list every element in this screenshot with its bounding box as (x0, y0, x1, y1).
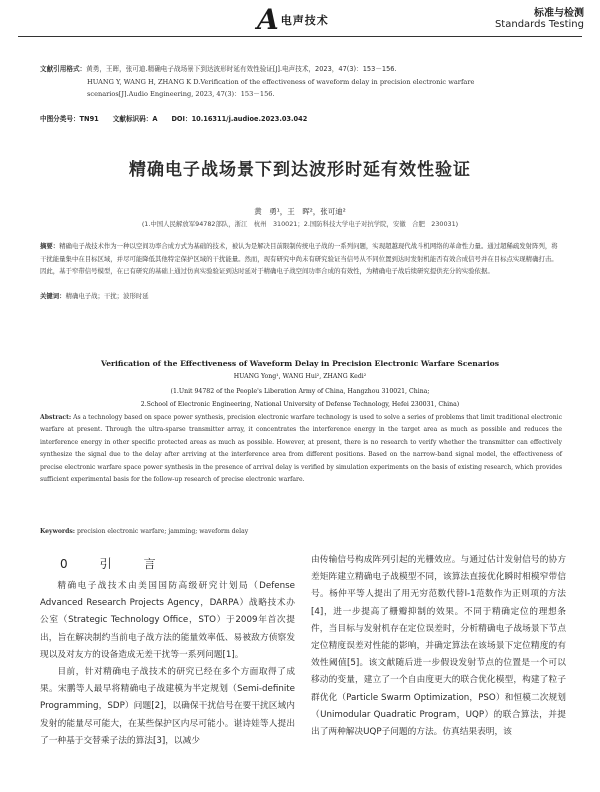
article-meta (40, 113, 570, 123)
paper-title-cn: 精确电子战场景下到达波形时延有效性验证 (129, 160, 471, 180)
citation-en-line1: HUANG Y, WANG H, ZHANG K D.Verification of the effectiveness of waveform delay in precision electronic warfare (87, 77, 475, 86)
citation-block (40, 63, 570, 101)
abstract-cn-text: 精确电子战技术作为一种以空间功率合成方式为基础的技术，被认为是解决目前限制传统电子战的一系列问题，实现超越现代战斗机网络的革命性力量。通过超稀疏发射阵列，将干扰能量集中在目标区域，并尽可能降低其他特定保护区域的干扰能量。然而，现有研究中尚未有研究验证当信号从不同位置到达时发射机能否有效合成信号并在目标点实现精确打击。因此，基于窄带信号模型，在已有研究的基础上通过仿真实验验证到达时延对于精确电子战空间功率合成的有效性，为精确电子战后续研究提供充分的实验依据。 (40, 242, 558, 275)
body-column-left (40, 578, 295, 750)
journal-logo (257, 5, 347, 35)
abstract-en-label: Abstract: (40, 414, 72, 421)
section-label (495, 8, 584, 30)
section-label-en: Standards Testing (494, 19, 584, 30)
abstract-cn (40, 240, 560, 278)
citation-cn: 黄勇，王晖，张可迪.精确电子战场景下到达波形时延有效性验证[J].电声技术，2023，47(3)：153－156. (86, 65, 397, 73)
authors-cn: 黄 勇¹，王 晖²，张可迪² (254, 207, 346, 216)
body-paragraph: 由传输信号构成阵列引起的光栅效应。与通过估计发射信号的协方差矩阵建立精确电子战模型不同，该算法直接优化瞬时相模窄带信号。杨仲平等人提出了用无穷范数代替l-1范数作为正则项的方法[4]，进一步提高了栅瓣抑制的效果。不同于精确定位的理想条件，当目标与发射机存在定位误差时，分析精确电子战场景下节点定位精度误差对性能的影响，并确定算法在该场景下定位精度的有效性阈值[5]。该文献随后进一步假设发射节点的位置是一个可以移动的变量，建立了一个自由度更大的联合优化模型，构建了粒子群优化（Particle Swarm Optimization，PSO）和恒模二次规划（Unimodular Quadratic Program，UQP）的联合算法，并提出了两种解决UQP子问题的方法。仿真结果表明，该 (311, 555, 566, 738)
clc-number: 中图分类号：TN91 (40, 115, 99, 123)
abstract-en-text: As a technology based on space power synthesis, precision electronic warfare technology is used to solve a series of problems that limit traditional electronic warfare at present. Through the ultra-sparse transmitter array, it concentrates the interference energy in the target area as much as possible and reduces the interference energy in other specific protected areas as much as possible. However, at present, there is no research to verify whether the transmitter can effectively synthesize the signal due to the delay after arriving at the interference area from different positions. Based on the narrow-band signal model, the effectiveness of precise electronic warfare space power synthesis in the presence of arrival delay is verified by simulation experiments on the basis of existing research, which provides sufficient experimental basis for the follow-up research of precise electronic warfare. (40, 414, 562, 484)
body-paragraph: 目前，针对精确电子战技术的研究已经在多个方面取得了成果。宋鹏等人最早将精确电子战建模为半定规划（Semi-definite Programming，SDP）问题[2]，以确保干扰信号在要干扰区域内发射的能量尽可能大，在某些保护区内尽可能小。谌诗娃等人提出了一种基于交替乘子法的算法[3]，以减少 (40, 667, 295, 746)
body-paragraph: 精确电子战技术由美国国防高级研究计划局（Defense Advanced Research Projects Agency，DARPA）战略技术办公室（Strategic Technology Office，STO）于2009年首次提出，旨在解决制约当前电子战方法的能量效率低、易被敌方侦察发现以及对友方的设备造成无差干扰等一系列问题[1]。 (40, 581, 295, 660)
keywords-en (40, 528, 562, 535)
keywords-en-label: Keywords: (40, 528, 76, 535)
keywords-cn (40, 291, 560, 300)
abstract-en (40, 412, 562, 486)
affiliation-en (0, 386, 600, 411)
section-label-cn: 标准与检测 (534, 8, 584, 19)
affiliation-cn: (1.中国人民解放军94782部队，浙江 杭州 310021；2.国防科技大学电子对抗学院，安徽 合肥 230031) (141, 220, 459, 228)
body-column-right (311, 552, 566, 741)
abstract-cn-label: 摘要： (40, 242, 60, 250)
keywords-cn-label: 关键词： (40, 292, 66, 300)
keywords-cn-text: 精确电子战；干扰；波形时延 (65, 292, 149, 300)
authors-en: HUANG Yong¹, WANG Hui², ZHANG Kedi² (233, 373, 367, 380)
section-heading-introduction: 0 引 言 (60, 557, 166, 571)
doi: DOI：10.16311/j.audioe.2023.03.042 (171, 115, 308, 123)
journal-logo-mark: A (257, 3, 279, 36)
affiliation-en-2: 2.School of Electronic Engineering, National University of Defense Technology, Hefei 230031, China) (140, 400, 460, 408)
citation-label: 文献引用格式： (40, 65, 87, 73)
affiliation-en-1: (1.Unit 94782 of the People's Liberation Army of China, Hangzhou 310021, China; (170, 388, 430, 395)
document-code: 文献标识码：A (112, 115, 158, 123)
citation-en-line2: scenarios[J].Audio Engineering, 2023, 47(3)：153－156. (87, 90, 275, 98)
header-divider (18, 36, 582, 37)
journal-logo-text: 电声技术 (280, 14, 329, 27)
paper-title-en: Verification of the Effectiveness of Waveform Delay in Precision Electronic Warfare Scenarios (101, 359, 499, 368)
keywords-en-text: precision electronic warfare; jamming; waveform delay (76, 528, 249, 535)
